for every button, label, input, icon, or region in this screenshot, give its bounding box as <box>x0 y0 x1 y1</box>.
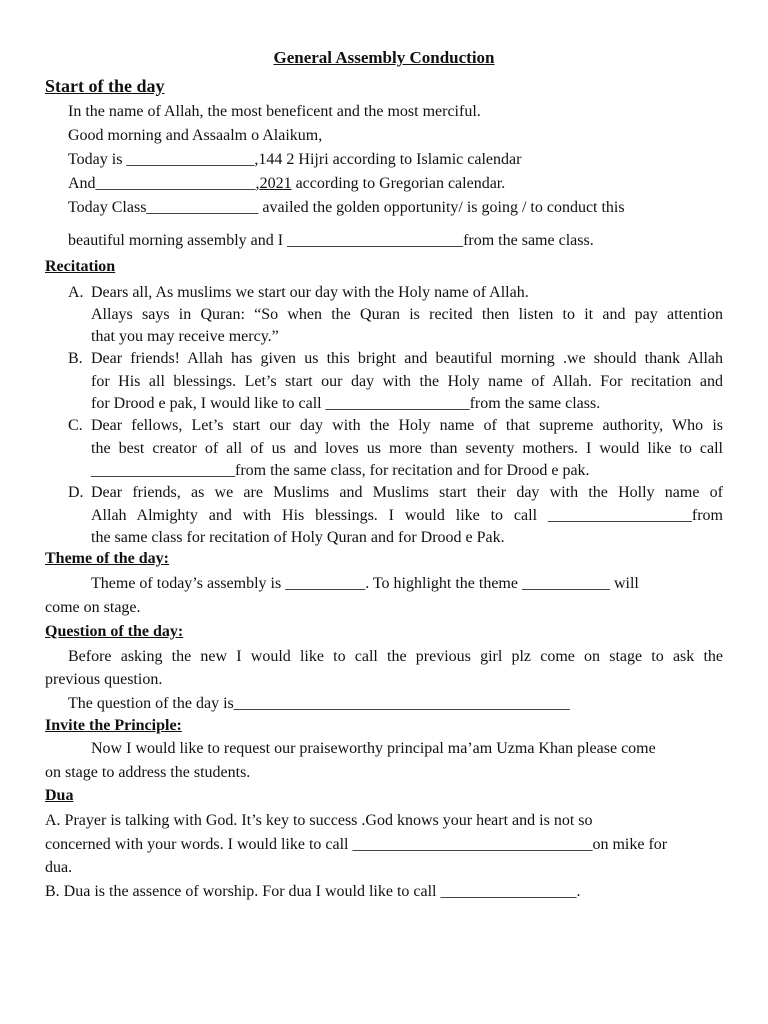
recitation-c-line-3: __________________from the same class, for recitation and for Drood e pak. <box>91 462 590 479</box>
dua-line-b1: B. Dua is the assence of worship. For dua I would like to call _________________. <box>45 883 581 900</box>
start-line-2: Good morning and Assaalm o Alaikum, <box>68 127 323 144</box>
recitation-d-line-1: Dear friends, as we are Muslims and Muslims start their day with the Holly name of <box>91 484 723 501</box>
recitation-a-marker: A. <box>68 284 84 301</box>
dua-line-a1: A. Prayer is talking with God. It’s key to success .God knows your heart and is not so <box>45 812 593 829</box>
page-title: General Assembly Conduction <box>273 48 495 67</box>
recitation-c-marker: C. <box>68 417 83 434</box>
question-line-2: previous question. <box>45 671 163 688</box>
recitation-c-line-2: the best creator of all of us and loves us more than seventy mothers. I would like to call <box>91 440 723 457</box>
recitation-d-marker: D. <box>68 484 84 501</box>
dua-line-a2: concerned with your words. I would like to call ______________________________on mike for <box>45 836 668 853</box>
recitation-b-line-1: Dear friends! Allah has given us this bright and beautiful morning .we should thank Allah <box>91 350 723 367</box>
start-line-4-year: 2021 <box>259 175 292 192</box>
start-line-5: Today Class______________ availed the golden opportunity/ is going / to conduct this <box>68 199 625 216</box>
start-heading: Start of the day <box>45 76 165 96</box>
start-line-4 <box>68 173 505 195</box>
dua-heading: Dua <box>45 787 74 804</box>
recitation-d-line-3: the same class for recitation of Holy Quran and for Drood e Pak. <box>91 529 505 546</box>
theme-line-1: Theme of today’s assembly is __________. To highlight the theme ___________ will <box>91 575 639 592</box>
theme-heading: Theme of the day: <box>45 550 169 567</box>
recitation-a-line-1: Dears all, As muslims we start our day with the Holy name of Allah. <box>91 284 529 301</box>
recitation-heading: Recitation <box>45 258 116 275</box>
recitation-b-line-3: for Drood e pak, I would like to call __________________from the same class. <box>91 395 601 412</box>
recitation-b-marker: B. <box>68 350 83 367</box>
recitation-a-line-3: that you may receive mercy.” <box>91 328 279 345</box>
start-line-4-part-a: And____________________, <box>68 175 260 192</box>
start-line-6: beautiful morning assembly and I ______________________from the same class. <box>68 232 594 249</box>
theme-line-2: come on stage. <box>45 599 141 616</box>
principal-heading: Invite the Principle: <box>45 717 182 734</box>
dua-line-a3: dua. <box>45 859 73 876</box>
start-line-4-part-c: according to Gregorian calendar. <box>291 175 506 192</box>
recitation-c-line-1: Dear fellows, Let’s start our day with the Holy name of that supreme authority, Who is <box>91 417 723 434</box>
start-line-3: Today is ________________,144 2 Hijri according to Islamic calendar <box>68 151 522 168</box>
start-line-1: In the name of Allah, the most beneficent and the most merciful. <box>68 103 481 120</box>
question-heading: Question of the day: <box>45 623 184 640</box>
question-line-1: Before asking the new I would like to call the previous girl plz come on stage to ask the <box>68 648 723 665</box>
principal-line-1: Now I would like to request our praiseworthy principal ma’am Uzma Khan please come <box>91 740 656 757</box>
recitation-b-line-2: for His all blessings. Let’s start our day with the Holy name of Allah. For recitation and <box>91 373 723 390</box>
principal-line-2: on stage to address the students. <box>45 764 251 781</box>
recitation-a-line-2: Allays says in Quran: “So when the Quran is recited then listen to it and pay attention <box>91 306 723 323</box>
question-line-3: The question of the day is__________________________________________ <box>68 695 570 712</box>
recitation-d-line-2: Allah Almighty and with His blessings. I would like to call __________________from <box>91 507 723 524</box>
